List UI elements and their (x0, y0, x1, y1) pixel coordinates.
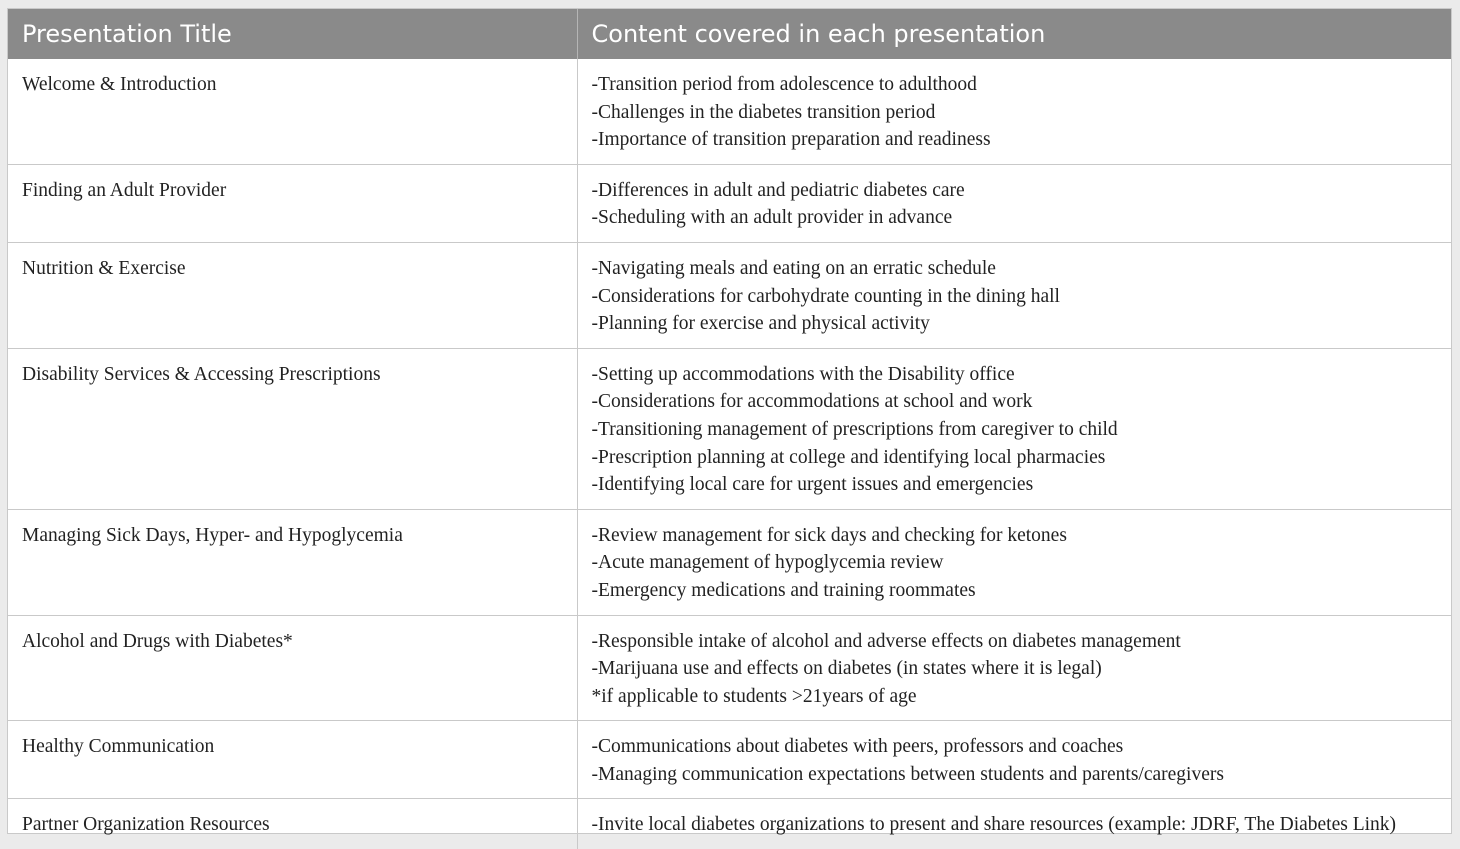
presentation-title-cell: Nutrition & Exercise (8, 242, 577, 348)
content-line: -Setting up accommodations with the Disability office (591, 363, 1015, 385)
presentation-table (8, 9, 1451, 849)
content-line: -Considerations for accommodations at school and work (591, 391, 1033, 413)
table-row (8, 509, 1451, 615)
table-row (8, 721, 1451, 799)
content-line: -Differences in adult and pediatric diabetes care (591, 179, 965, 201)
content-cell (577, 721, 1451, 799)
presentation-title-cell: Finding an Adult Provider (8, 164, 577, 242)
table-row (8, 615, 1451, 721)
content-line: -Navigating meals and eating on an erratic schedule (591, 257, 996, 279)
content-line: -Planning for exercise and physical activity (591, 313, 930, 335)
content-cell (577, 59, 1451, 164)
presentation-title-cell: Disability Services & Accessing Prescriptions (8, 348, 577, 509)
presentation-title-cell: Welcome & Introduction (8, 59, 577, 164)
content-cell (577, 615, 1451, 721)
content-line: -Scheduling with an adult provider in advance (591, 207, 953, 229)
content-line: -Marijuana use and effects on diabetes (in states where it is legal) (591, 658, 1102, 680)
content-line: -Communications about diabetes with peers, professors and coaches (591, 736, 1124, 758)
table-container (7, 8, 1452, 834)
content-line: -Prescription planning at college and identifying local pharmacies (591, 446, 1106, 468)
content-line: -Importance of transition preparation and readiness (591, 129, 991, 151)
content-line: -Challenges in the diabetes transition period (591, 101, 936, 123)
content-line: *if applicable to students >21years of age (591, 685, 917, 707)
content-line: -Identifying local care for urgent issues and emergencies (591, 474, 1034, 496)
content-cell (577, 164, 1451, 242)
presentation-title-cell: Partner Organization Resources (22, 814, 270, 836)
table-header-row (8, 9, 1451, 59)
content-line: -Considerations for carbohydrate counting in the dining hall (591, 285, 1060, 307)
content-line: -Review management for sick days and checking for ketones (591, 524, 1067, 546)
content-cell (577, 348, 1451, 509)
content-cell (577, 242, 1451, 348)
content-line: -Emergency medications and training roommates (591, 579, 976, 601)
content-cell (577, 799, 1451, 849)
presentation-title-cell: Managing Sick Days, Hyper- and Hypoglycemia (8, 509, 577, 615)
table-row (8, 242, 1451, 348)
header-content-covered: Content covered in each presentation (577, 9, 1451, 59)
header-presentation-title: Presentation Title (8, 9, 577, 59)
table-row (8, 799, 1451, 849)
presentation-title-cell: Alcohol and Drugs with Diabetes* (8, 615, 577, 721)
table-row (8, 348, 1451, 509)
content-line: -Invite local diabetes organizations to present and share resources (example: JDRF, The Diabetes Link) (591, 814, 1397, 836)
presentation-title-cell: Healthy Communication (8, 721, 577, 799)
content-line: -Responsible intake of alcohol and adverse effects on diabetes management (591, 630, 1181, 652)
content-line: -Managing communication expectations between students and parents/caregivers (591, 763, 1224, 785)
content-line: -Transition period from adolescence to adulthood (591, 74, 977, 95)
content-line: -Acute management of hypoglycemia review (591, 552, 944, 574)
content-line: -Transitioning management of prescriptions from caregiver to child (591, 418, 1118, 440)
table-body (8, 59, 1451, 849)
table-row (8, 59, 1451, 164)
table-row (8, 164, 1451, 242)
content-cell (577, 509, 1451, 615)
